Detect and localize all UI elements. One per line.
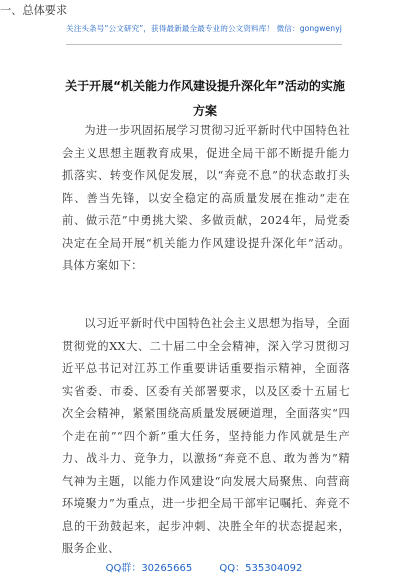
header-banner — [0, 0, 408, 46]
section-paragraph: 以习近平新时代中国特色社会主义思想为指导，全面贯彻党的XX大、二十届二中全会精神，深入学习贯彻习近平总书记对江苏工作重要讲话重要指示精神，全面落实省委、市委、区委有关部署要求，以及区委十五届七次全会精神，紧紧围绕高质量发展硬道理，全面落实“四个走在前”“四个新”重大任务，坚持能力作风就是生产力、战斗力、竞争力，以激扬“奔竞不息、敢为善为”精气神为主题，以能力作风建设“向发展大局聚焦、向营商环境聚力”为重点，进一步把全局干部牢记嘱托、奔竞不息的干劲鼓起来，起步冲刺、决胜全年的状态提起来，服务企业、 — [62, 317, 350, 555]
intro-paragraph: 为进一步巩固拓展学习贯彻习近平新时代中国特色社会主义思想主题教育成果，促进全局干部不断提升能力抓落实、转变作风促发展，以“奔竞不息”的状态敢打头阵、善当先锋，以安全稳定的高质量发展在推动“走在前、做示范”中勇挑大梁、多做贡献，2024年，局党委决定在全局开展“机关能力作风建设提升深化年”活动。具体方案如下： — [62, 124, 350, 272]
section-heading: 一、总体要求 — [0, 4, 68, 17]
document-title: 关于开展“机关能力作风建设提升深化年”活动的实施方案 — [65, 79, 345, 118]
footer-qq: QQ：535304092 — [219, 563, 303, 574]
footer-qq-group: QQ群：30265665 — [105, 563, 193, 574]
header-notice: 关注头条号“公文研究”，获得最新最全最专业的公文资料库！ 微信：gongwenyj — [66, 24, 342, 33]
footer-contact — [0, 559, 408, 574]
header-divider — [66, 44, 342, 45]
